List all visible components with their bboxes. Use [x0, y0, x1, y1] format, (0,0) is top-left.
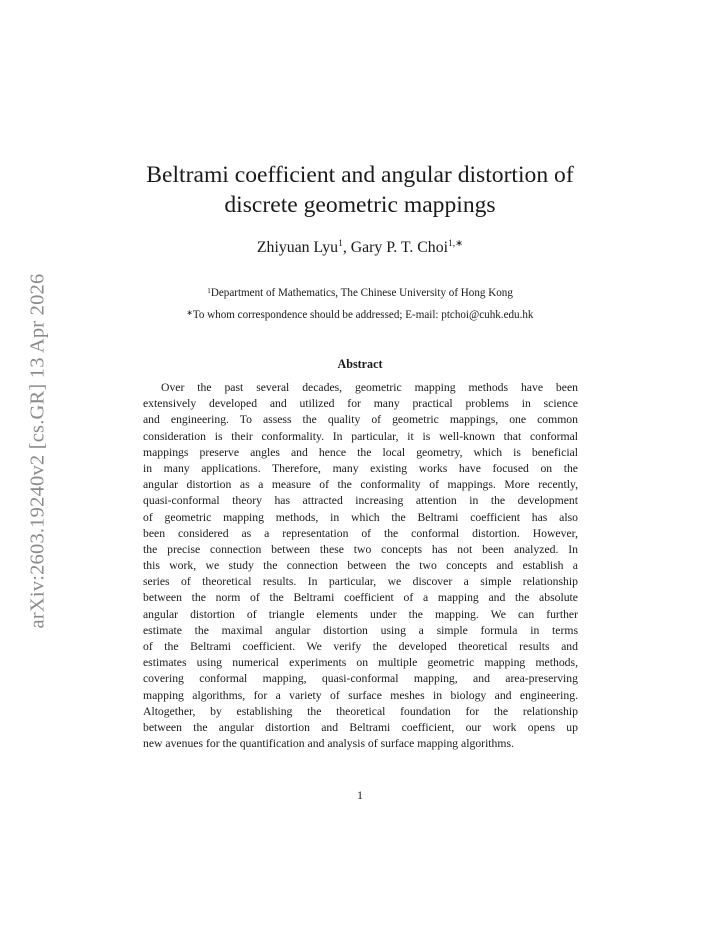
- affiliation-text: Department of Mathematics, The Chinese University of Hong Kong: [210, 287, 513, 299]
- paper-title: [0, 160, 720, 220]
- author-affiliation-mark: 1,∗: [448, 239, 464, 249]
- abstract-line: estimates using numerical experiments on multiple geometric mapping methods,: [143, 656, 578, 670]
- abstract-line: estimate the maximal angular distortion using a simple formula in terms: [143, 623, 578, 637]
- paper-title-line-2: discrete geometric mappings: [224, 192, 496, 218]
- abstract-line: series of theoretical results. In particular, we discover a simple relationship: [143, 575, 578, 589]
- author-name: Gary P. T. Choi: [350, 239, 448, 256]
- abstract-line: covering conformal mapping, quasi-conformal mapping, and area-preserving: [143, 672, 578, 686]
- abstract-line: quasi-conformal theory has attracted increasing attention in the development: [143, 494, 578, 508]
- abstract-line: in many applications. Therefore, many existing works have focused on the: [143, 461, 578, 475]
- abstract-line: this work, we study the connection between the two concepts and establish a: [143, 559, 578, 573]
- correspondence-text: To whom correspondence should be addressed; E-mail: ptchoi@cuhk.edu.hk: [192, 309, 534, 321]
- abstract-line: mappings preserve angles and hence the local geometry, which is beneficial: [143, 445, 578, 459]
- author-separator: ,: [342, 239, 351, 256]
- affiliation-mark: 1: [207, 286, 211, 295]
- author-affiliation: [0, 286, 720, 299]
- author-affiliation-mark: 1: [338, 239, 343, 249]
- abstract-line: angular distortion as a measure of the conformality of mappings. More recently,: [143, 478, 578, 492]
- arxiv-identifier-stamp: arXiv:2603.19240v2 [cs.GR] 13 Apr 2026: [26, 273, 49, 629]
- author-list: [0, 238, 720, 257]
- abstract-line: extensively developed and utilized for many practical problems in science: [143, 397, 578, 411]
- correspondence-note: [0, 308, 720, 321]
- abstract-line: consideration is their conformality. In particular, it is well-known that conformal: [143, 429, 578, 443]
- abstract-line: between the angular distortion and Beltrami coefficient, our work opens up: [143, 720, 578, 734]
- abstract-line: of the Beltrami coefficient. We verify the developed theoretical results and: [143, 640, 578, 653]
- abstract-line: Altogether, by establishing the theoretical foundation for the relationship: [143, 704, 578, 718]
- abstract-line: and engineering. To assess the quality of geometric mappings, one common: [143, 413, 578, 427]
- abstract-line: Over the past several decades, geometric mapping methods have been: [161, 381, 578, 394]
- page-number: 1: [357, 788, 363, 802]
- abstract-line: angular distortion of triangle elements under the mapping. We can further: [143, 607, 578, 621]
- abstract-line: the precise connection between these two concepts has not been analyzed. In: [143, 542, 578, 556]
- abstract-heading: Abstract: [337, 357, 383, 371]
- abstract-line: of geometric mapping methods, in which the Beltrami coefficient has also: [143, 510, 578, 524]
- abstract-line: been considered as a representation of the conformal distortion. However,: [143, 526, 578, 540]
- author-name: Zhiyuan Lyu: [256, 239, 339, 256]
- abstract-line: between the norm of the Beltrami coefficient of a mapping and the absolute: [143, 591, 578, 605]
- correspondence-mark: ∗: [186, 308, 193, 317]
- abstract-line: new avenues for the quantification and analysis of surface mapping algorithms.: [143, 737, 514, 751]
- abstract-body: [143, 380, 578, 752]
- paper-title-line-1: Beltrami coefficient and angular distortion of: [146, 162, 574, 188]
- abstract-line: mapping algorithms, for a variety of surface meshes in biology and engineering.: [143, 688, 578, 702]
